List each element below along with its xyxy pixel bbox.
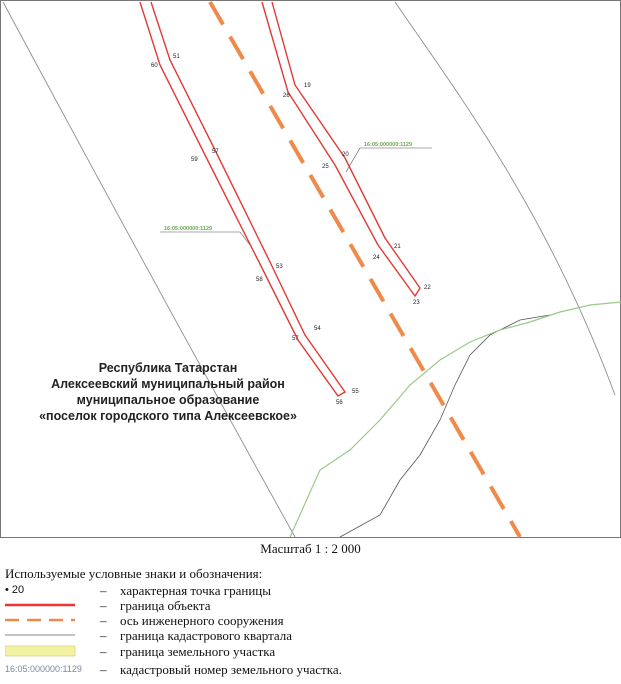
- cad-label-right: 16:05:000000:1129: [364, 142, 413, 148]
- region-line-2: Алексеевский муниципальный район: [51, 377, 285, 391]
- point-label: 19: [304, 83, 311, 89]
- region-line-4: «поселок городского типа Алексеевское»: [39, 409, 297, 423]
- point-label: 23: [413, 300, 420, 306]
- legend-item-object-border: [5, 598, 605, 613]
- point-label: 20: [342, 152, 349, 158]
- point-label: 57: [212, 149, 219, 155]
- object-border-right: [262, 2, 420, 296]
- legend-text: граница земельного участка: [120, 644, 276, 659]
- legend-symbol-point: • 20: [5, 584, 25, 596]
- legend-item-land-border: [5, 644, 605, 659]
- point-label: 58: [256, 277, 263, 283]
- legend-text: кадастровый номер земельного участка.: [120, 662, 342, 677]
- legend-item-cadastral-number: [5, 662, 605, 677]
- point-label: 57: [292, 336, 299, 342]
- legend-symbol-object-border: [5, 598, 77, 613]
- point-label: 22: [424, 285, 431, 291]
- point-label: 21: [394, 244, 401, 250]
- legend-dash: –: [100, 583, 107, 598]
- legend-text: граница объекта: [120, 598, 211, 613]
- legend-dash: –: [100, 628, 107, 643]
- legend-text: характерная точка границы: [120, 583, 271, 598]
- object-border-left: [140, 2, 345, 396]
- legend-text: граница кадастрового квартала: [120, 628, 293, 643]
- point-label: 24: [373, 255, 380, 261]
- legend-symbol-quarter-border: [5, 628, 77, 643]
- legend-item-engineering-axis: [5, 613, 605, 628]
- legend-symbol-axis: [5, 613, 77, 628]
- legend-dash: –: [100, 662, 107, 677]
- quarter-border-left: [3, 2, 295, 537]
- scale-label: Масштаб 1 : 2 000: [260, 541, 361, 556]
- point-label: 26: [283, 93, 290, 99]
- point-label: 59: [191, 157, 198, 163]
- legend-item-boundary-point: [5, 583, 605, 598]
- point-label: 55: [352, 389, 359, 395]
- region-line-3: муниципальное образование: [76, 393, 260, 407]
- legend-symbol-cadastral: 16:05:000000:1129: [5, 664, 82, 674]
- map-frame: [1, 1, 621, 538]
- point-label: 51: [173, 54, 180, 60]
- legend-text: ось инженерного сооружения: [120, 613, 284, 628]
- region-line-1: Республика Татарстан: [98, 361, 238, 375]
- point-label: 25: [322, 164, 329, 170]
- legend-dash: –: [100, 613, 107, 628]
- point-label: 54: [314, 326, 321, 332]
- engineering-axis: [210, 2, 520, 537]
- cad-label-left: 16:05:000000:1129: [164, 226, 213, 232]
- region-caption: [0, 360, 336, 424]
- quarter-border-inner: [340, 315, 550, 537]
- point-label: 56: [336, 400, 343, 406]
- quarter-border-right: [395, 2, 615, 395]
- point-label: 60: [151, 63, 158, 69]
- land-plot-border: [290, 302, 621, 537]
- legend-symbol-land-border: [5, 644, 77, 659]
- point-label: 53: [276, 264, 283, 270]
- legend-title: Используемые условные знаки и обозначения:: [5, 566, 263, 581]
- legend-dash: –: [100, 644, 107, 659]
- legend-item-quarter-border: [5, 628, 605, 643]
- legend-dash: –: [100, 598, 107, 613]
